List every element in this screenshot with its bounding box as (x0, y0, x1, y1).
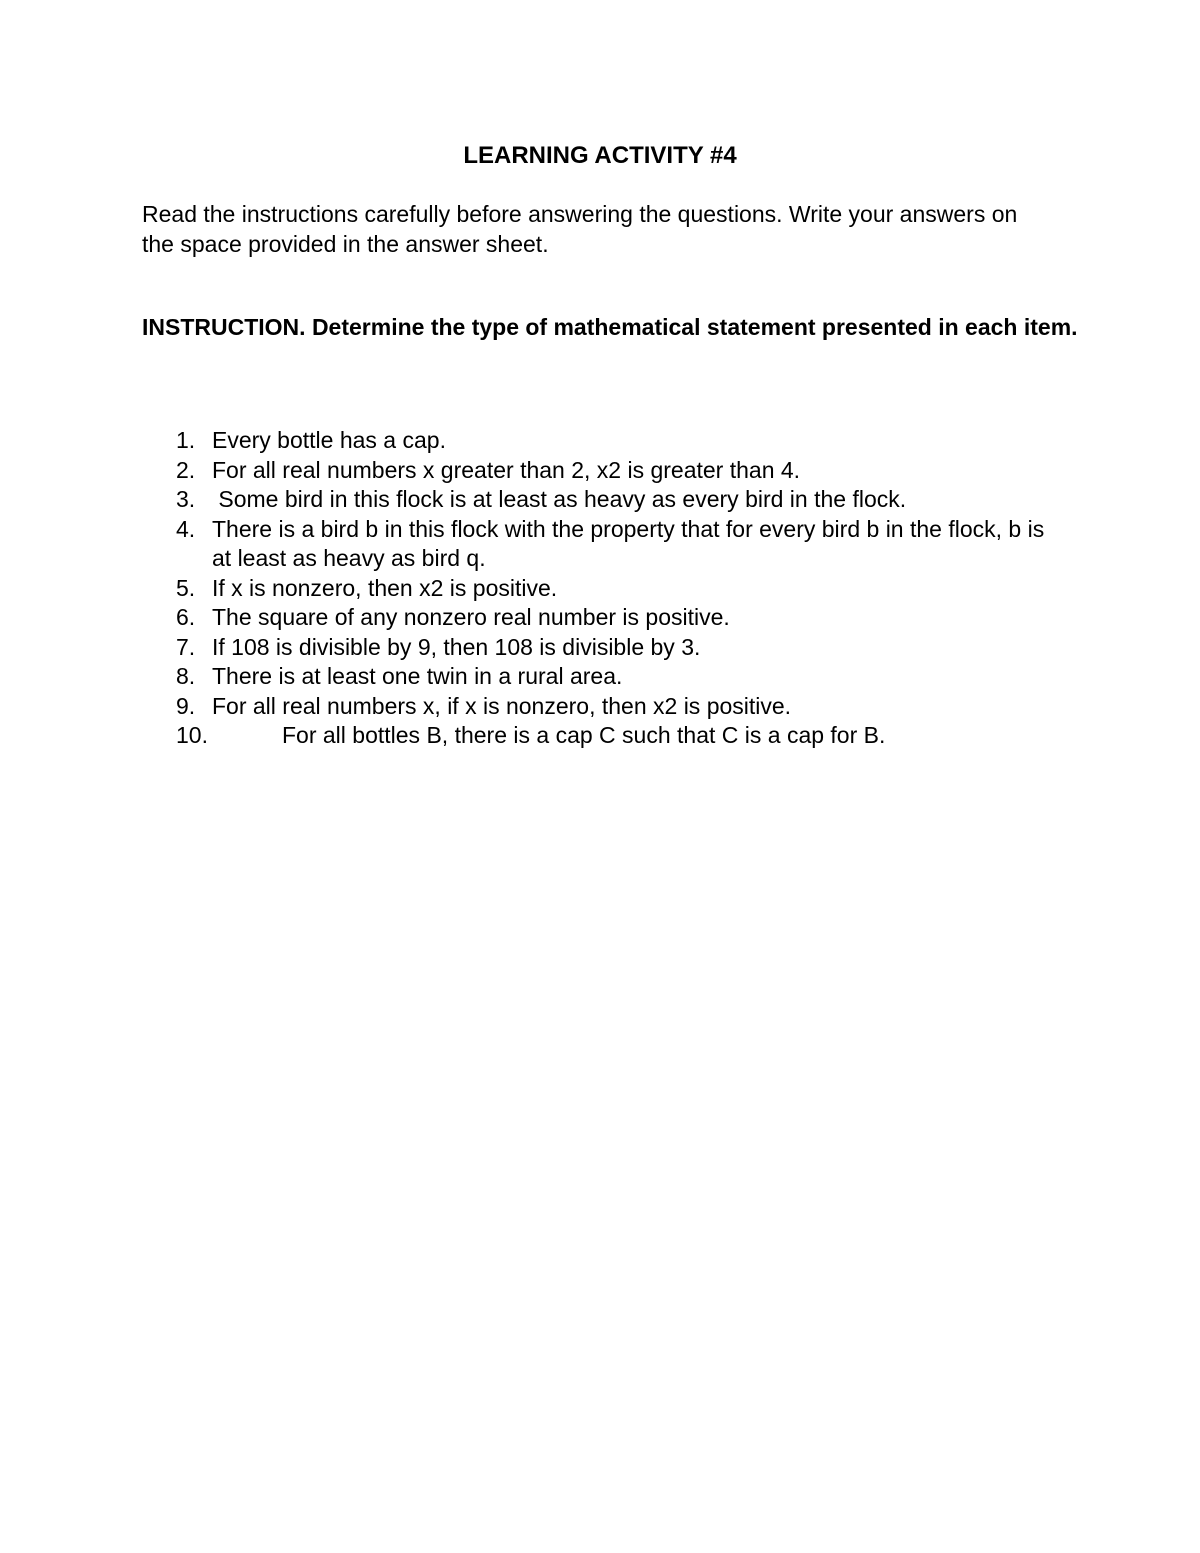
question-list (142, 426, 1062, 751)
instruction-paragraph: INSTRUCTION. Determine the type of mathematical statement presented in each item. (142, 314, 1078, 340)
question-text: For all bottles B, there is a cap C such that C is a cap for B. (282, 722, 886, 748)
question-text: There is at least one twin in a rural area. (212, 663, 623, 689)
question-number: 3. (176, 486, 196, 512)
question-number: 9. (176, 692, 196, 719)
question-number: 1. (176, 427, 196, 453)
question-text: The square of any nonzero real number is positive. (212, 604, 730, 630)
question-item (142, 633, 1062, 663)
question-number: 5. (176, 574, 196, 601)
question-number: 2. (176, 456, 196, 483)
question-text: For all real numbers x, if x is nonzero, then x2 is positive. (212, 692, 792, 719)
question-item (142, 485, 1062, 515)
question-number: 6. (176, 604, 196, 630)
intro-paragraph: Read the instructions carefully before answering the questions. Write your answers on the space provided in the answer sheet. (142, 201, 1018, 257)
question-text: Every bottle has a cap. (212, 427, 446, 453)
question-text: Some bird in this flock is at least as heavy as every bird in the flock. (212, 486, 907, 512)
question-number: 7. (176, 633, 196, 660)
question-item (142, 721, 1062, 751)
question-item (142, 603, 1062, 633)
question-text: There is a bird b in this flock with the property that for every bird b in the flock, b is at least as heavy as bird q. (212, 515, 1045, 571)
question-number: 10. (176, 722, 208, 748)
question-text: For all real numbers x greater than 2, x2 is greater than 4. (212, 456, 801, 483)
question-item (142, 426, 1062, 456)
question-item (142, 692, 1062, 722)
question-number: 4. (176, 515, 196, 542)
question-item (142, 456, 1062, 486)
question-item (142, 662, 1062, 692)
question-text: If x is nonzero, then x2 is positive. (212, 574, 558, 601)
question-text: If 108 is divisible by 9, then 108 is divisible by 3. (212, 633, 701, 660)
question-item (142, 574, 1062, 604)
question-item (142, 515, 1062, 574)
activity-title: LEARNING ACTIVITY #4 (463, 142, 737, 169)
question-number: 8. (176, 663, 196, 689)
